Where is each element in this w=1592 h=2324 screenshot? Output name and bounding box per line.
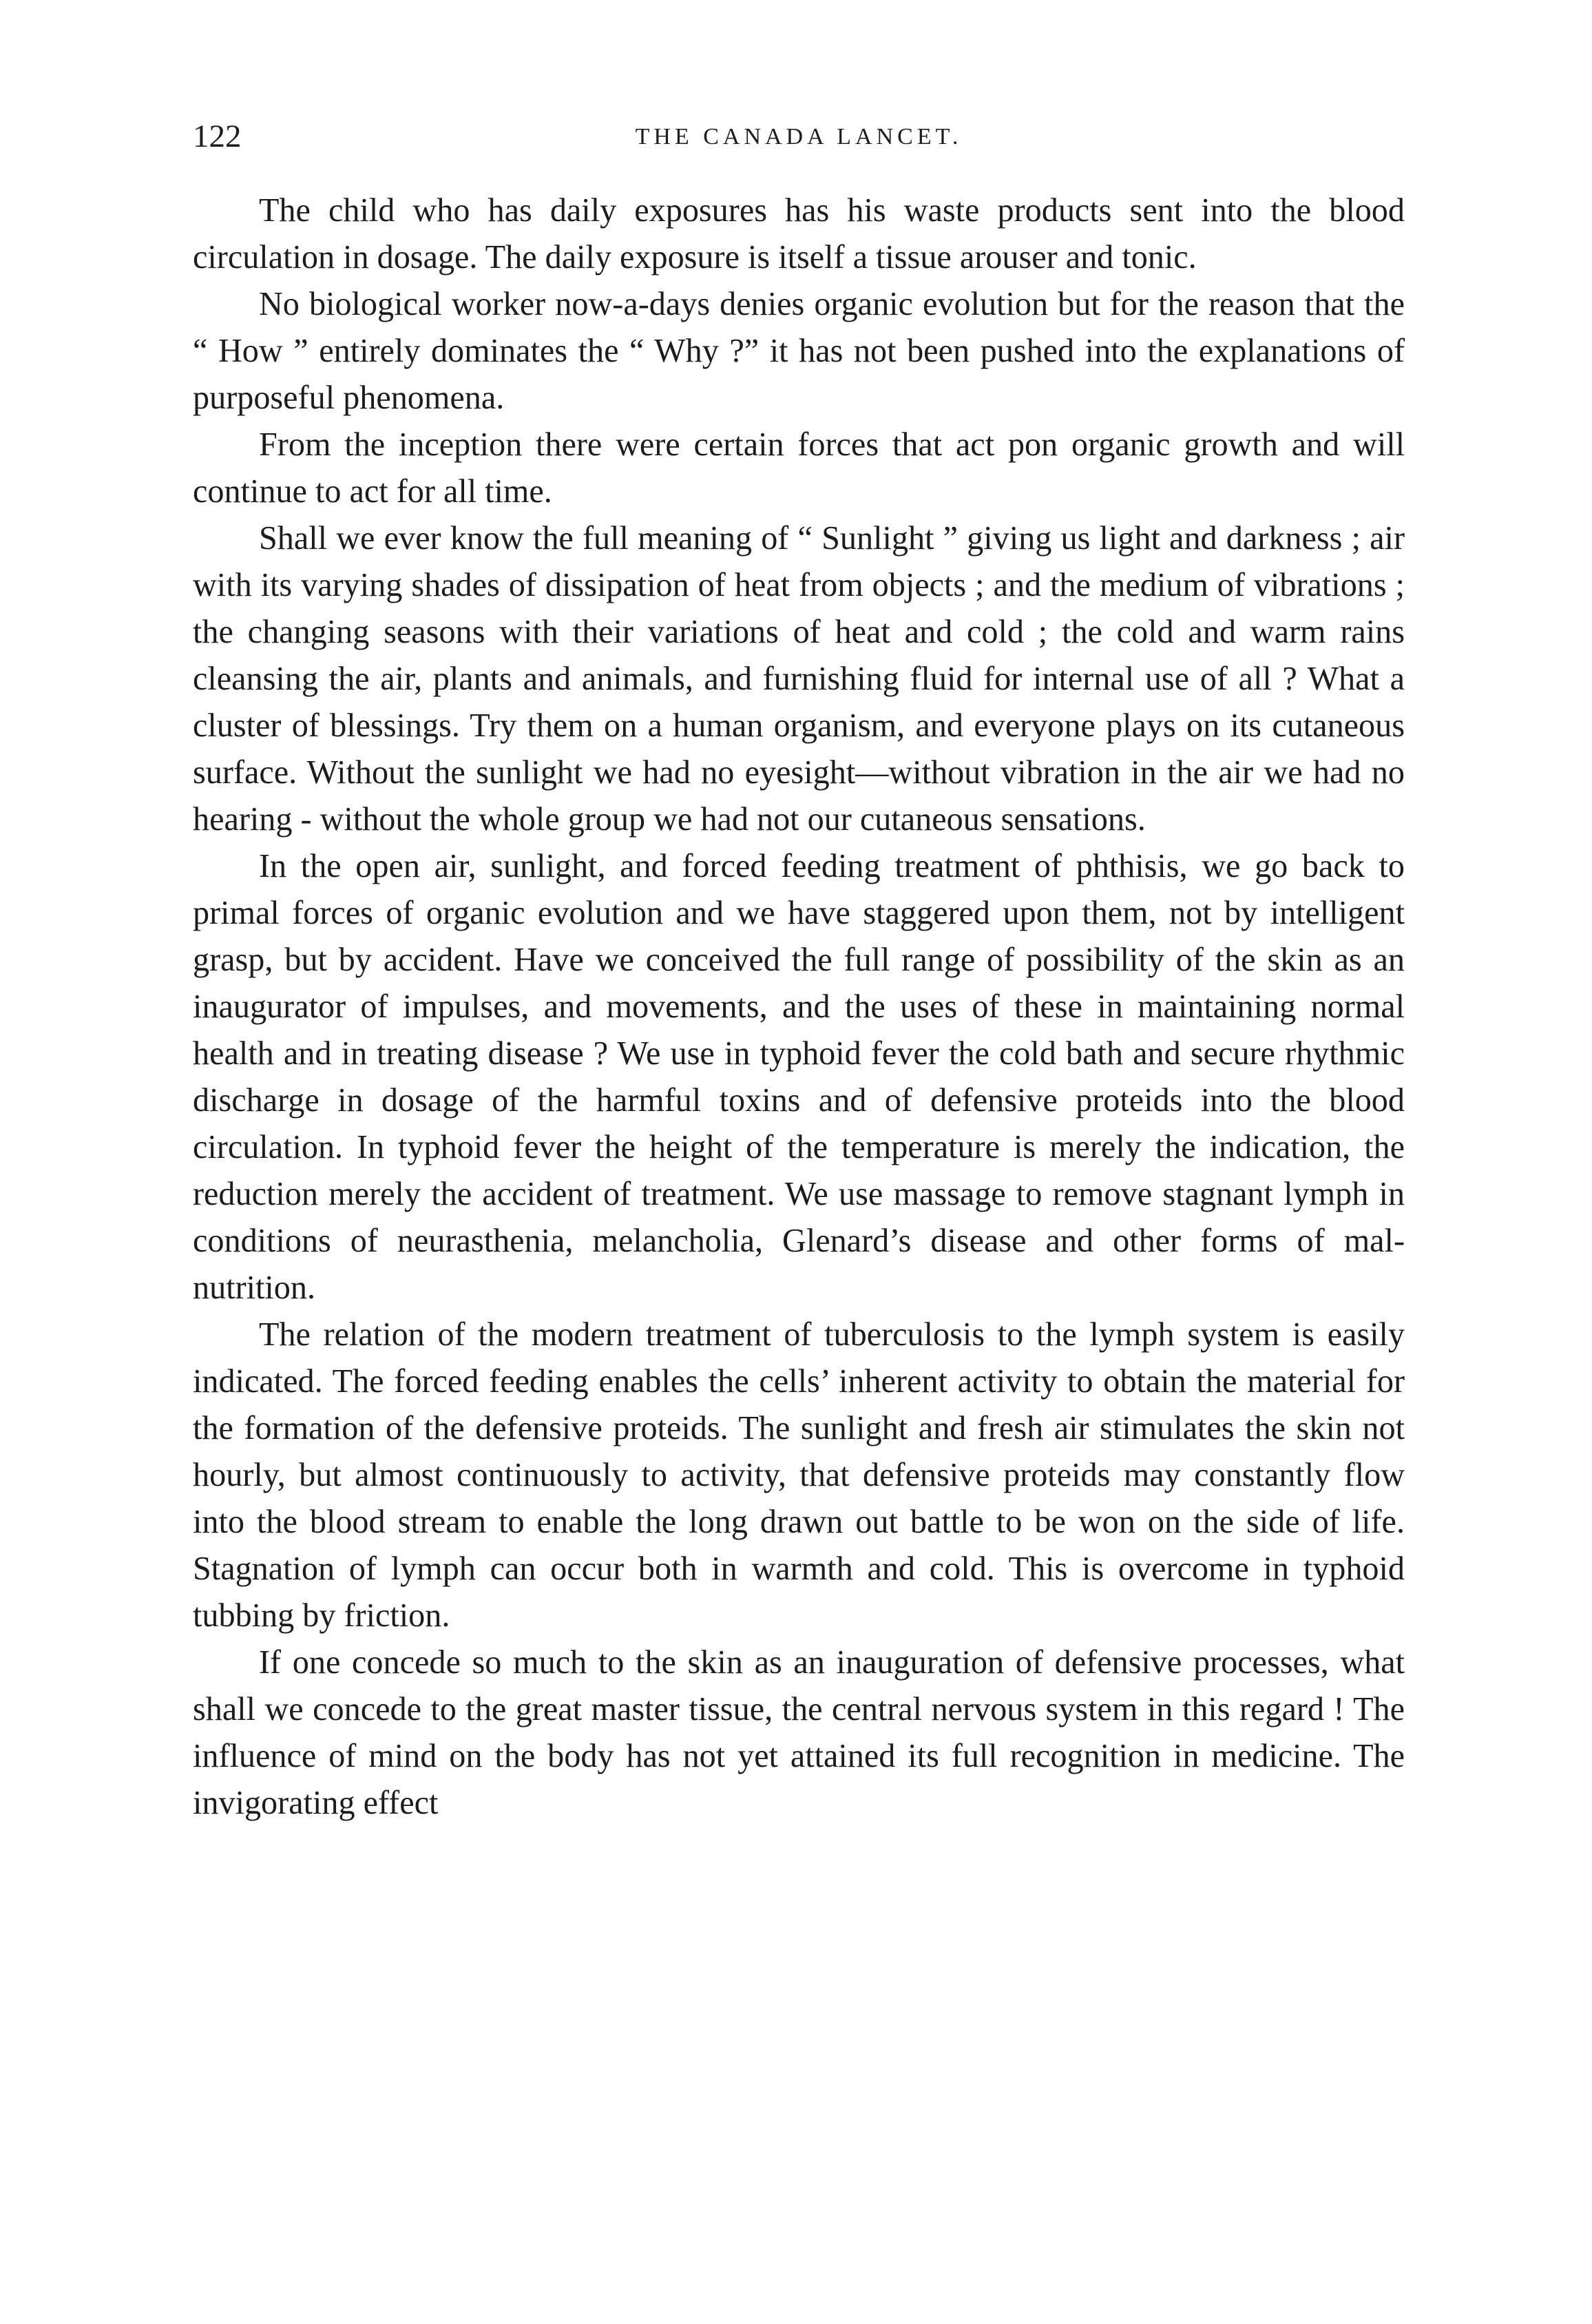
paragraph-sunlight: Shall we ever know the full meaning of “ Sunlight ” giving us light and darkness ; air with its varying shades of dissipation of heat from objects ; and the medium of vibrations ; the changing seasons with their variations of heat and cold ; the cold and warm rains cleansing the air, plants and animals, and furnishing fluid for internal use of all ? What a cluster of blessings. Try them on a human organism, and everyone plays on its cutaneous surface. Without the sunlight we had no eyesight—without vibration in the air we had no hearing - without the whole group we had not our cutaneous sensations.: [193, 520, 1405, 838]
paragraph-inception-forces: From the inception there were certain forces that act pon organic growth and will continue to act for all time.: [193, 426, 1405, 510]
paragraph-organic-evolution: No biological worker now-a-days denies organic evolution but for the reason that the “ How ” entirely dominates the “ Why ?” it has not been pushed into the explanations of purposeful phenomena.: [193, 286, 1405, 416]
article-body: [193, 187, 1405, 1827]
page-number: 122: [193, 118, 242, 154]
running-head: [193, 116, 1405, 157]
journal-title: THE CANADA LANCET.: [635, 124, 963, 149]
paragraph-nervous-system: If one concede so much to the skin as an inauguration of defensive processes, what shall we concede to the great master tissue, the central nervous system in this regard ! The influence of mind on the body has not yet attained its full recognition in medicine. The invigorating effect: [193, 1644, 1405, 1821]
paragraph-open-air-treatment: In the open air, sunlight, and forced feeding treatment of phthisis, we go back to primal forces of organic evolution and we have staggered upon them, not by intelligent grasp, but by accident. Have we conceived the full range of possibility of the skin as an inaugurator of impulses, and movements, and the uses of these in maintaining normal health and in treating disease ? We use in typhoid fever the cold bath and secure rhythmic discharge in dosage of the harmful toxins and of defensive proteids into the blood circulation. In typhoid fever the height of the temperature is merely the indication, the reduction merely the accident of treatment. We use massage to remove stagnant lymph in conditions of neurasthenia, melancholia, Glenard’s disease and other forms of mal-nutrition.: [193, 848, 1405, 1306]
paragraph-waste-products: The child who has daily exposures has his waste products sent into the blood circulation in dosage. The daily exposure is itself a tissue arouser and tonic.: [193, 192, 1405, 276]
paragraph-tuberculosis-lymph: The relation of the modern treatment of tuberculosis to the lymph system is easily indicated. The forced feeding enables the cells’ inherent activity to obtain the material for the formation of the defensive proteids. The sunlight and fresh air stimulates the skin not hourly, but almost continuously to activity, that defensive proteids may constantly flow into the blood stream to enable the long drawn out battle to be won on the side of life. Stagnation of lymph can occur both in warmth and cold. This is overcome in typhoid tubbing by friction.: [193, 1316, 1405, 1634]
